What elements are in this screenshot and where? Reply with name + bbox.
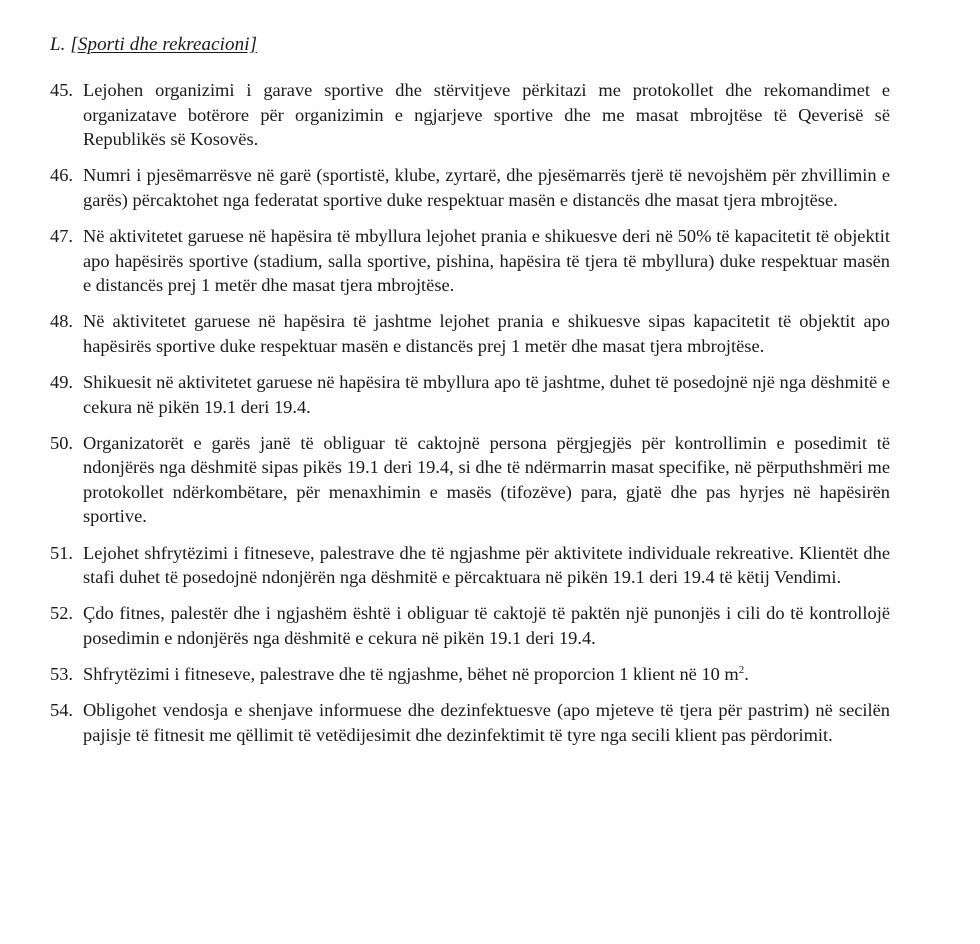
paragraph-52 [50,601,890,650]
paragraph-53 [50,662,890,687]
paragraph-text-main: Shfrytëzimi i fitneseve, palestrave dhe të ngjashme, bëhet në proporcion 1 klient në 10 m [83,663,739,684]
paragraph-51 [50,541,890,590]
paragraph-text: Në aktivitetet garuese në hapësira të mbyllura lejohet prania e shikuesve deri në 50% të kapacitetit të objektit apo hapësirës sportive (stadium, salla sportive, pishina, hapësira të tjera të mbyllura) duke respektuar masën e distancës prej 1 metër dhe masat tjera mbrojtëse. [83,225,890,296]
paragraph-text: Organizatorët e garës janë të obliguar të caktojnë persona përgjegjës për kontrollimin e posedimit të ndonjërës nga dëshmitë sipas pikës 19.1 deri 19.4, si dhe të ndërmarrin masat specifike, në përputhshmëri me protokollet ndërkombëtare, për menaxhimin e masës (tifozëve) para, gjatë dhe pas hyrjes në hapësirën sportive. [83,432,890,527]
paragraph-text: Çdo fitnes, palestër dhe i ngjashëm është i obliguar të caktojë të paktën një punonjës i cili do të kontrollojë posedimin e ndonjërës nga dëshmitë e cekura në pikën 19.1 deri 19.4. [83,603,890,648]
section-heading [50,34,257,56]
paragraph-45 [50,78,890,152]
paragraph-number: 48. [50,311,73,332]
paragraph-48 [50,309,890,358]
paragraph-number: 50. [50,432,73,453]
section-title: [Sporti dhe rekreacioni] [70,34,258,55]
paragraph-text: Obligohet vendosja e shenjave informuese dhe dezinfektuesve (apo mjeteve të tjera për pastrim) në secilën pajisje të fitnesit me qëllimit të vetëdijesimit dhe dezinfektimit të tyre nga secili klient pas përdorimit. [83,699,890,745]
paragraph-text: Lejohet shfrytëzimi i fitneseve, palestrave dhe të ngjashme për aktivitete individuale rekreative. Klientët dhe stafi duhet të posedojnë ndonjërën nga dëshmitë e përcaktuara në pikën 19.1 deri 19.4 të këtij Vendimi. [83,542,890,588]
paragraph-47 [50,224,890,298]
paragraph-46 [50,163,890,212]
paragraph-50 [50,431,890,529]
paragraph-number: 52. [50,603,73,624]
paragraph-text: Në aktivitetet garuese në hapësira të jashtme lejohet prania e shikuesve sipas kapacitetit të objektit apo hapësirës sportive duke respektuar masën e distancës prej 1 metër dhe masat tjera mbrojtëse. [83,311,890,356]
numbered-paragraph-list [50,78,890,759]
paragraph-number: 51. [50,542,73,563]
paragraph-number: 46. [50,165,73,186]
paragraph-54 [50,698,890,747]
paragraph-number: 47. [50,225,73,246]
paragraph-number: 53. [50,663,73,684]
paragraph-number: 45. [50,80,73,100]
paragraph-text: Lejohen organizimi i garave sportive dhe stërvitjeve përkitazi me protokollet dhe rekomandimet e organizatave botërore për organizimin e ngjarjeve sportive dhe me masat mbrojtëse të Qeverisë së Republikës së Kosovës. [83,80,890,150]
paragraph-text [83,662,890,687]
paragraph-number: 49. [50,371,73,392]
paragraph-49 [50,370,890,419]
paragraph-text: Shikuesit në aktivitetet garuese në hapësira të mbyllura apo të jashtme, duhet të posedojnë një nga dëshmitë e cekura në pikën 19.1 deri 19.4. [83,371,890,417]
superscript-squared: 2 [738,663,745,676]
paragraph-text: Numri i pjesëmarrësve në garë (sportistë, klube, zyrtarë, dhe pjesëmarrës tjerë të nevojshëm për zhvillimin e garës) përcaktohet nga federatat sportive duke respektuar masën e distancës dhe masat tjera mbrojtëse. [83,165,890,210]
paragraph-number: 54. [50,699,73,720]
section-prefix: L. [50,34,71,55]
paragraph-text-tail: . [744,663,749,684]
